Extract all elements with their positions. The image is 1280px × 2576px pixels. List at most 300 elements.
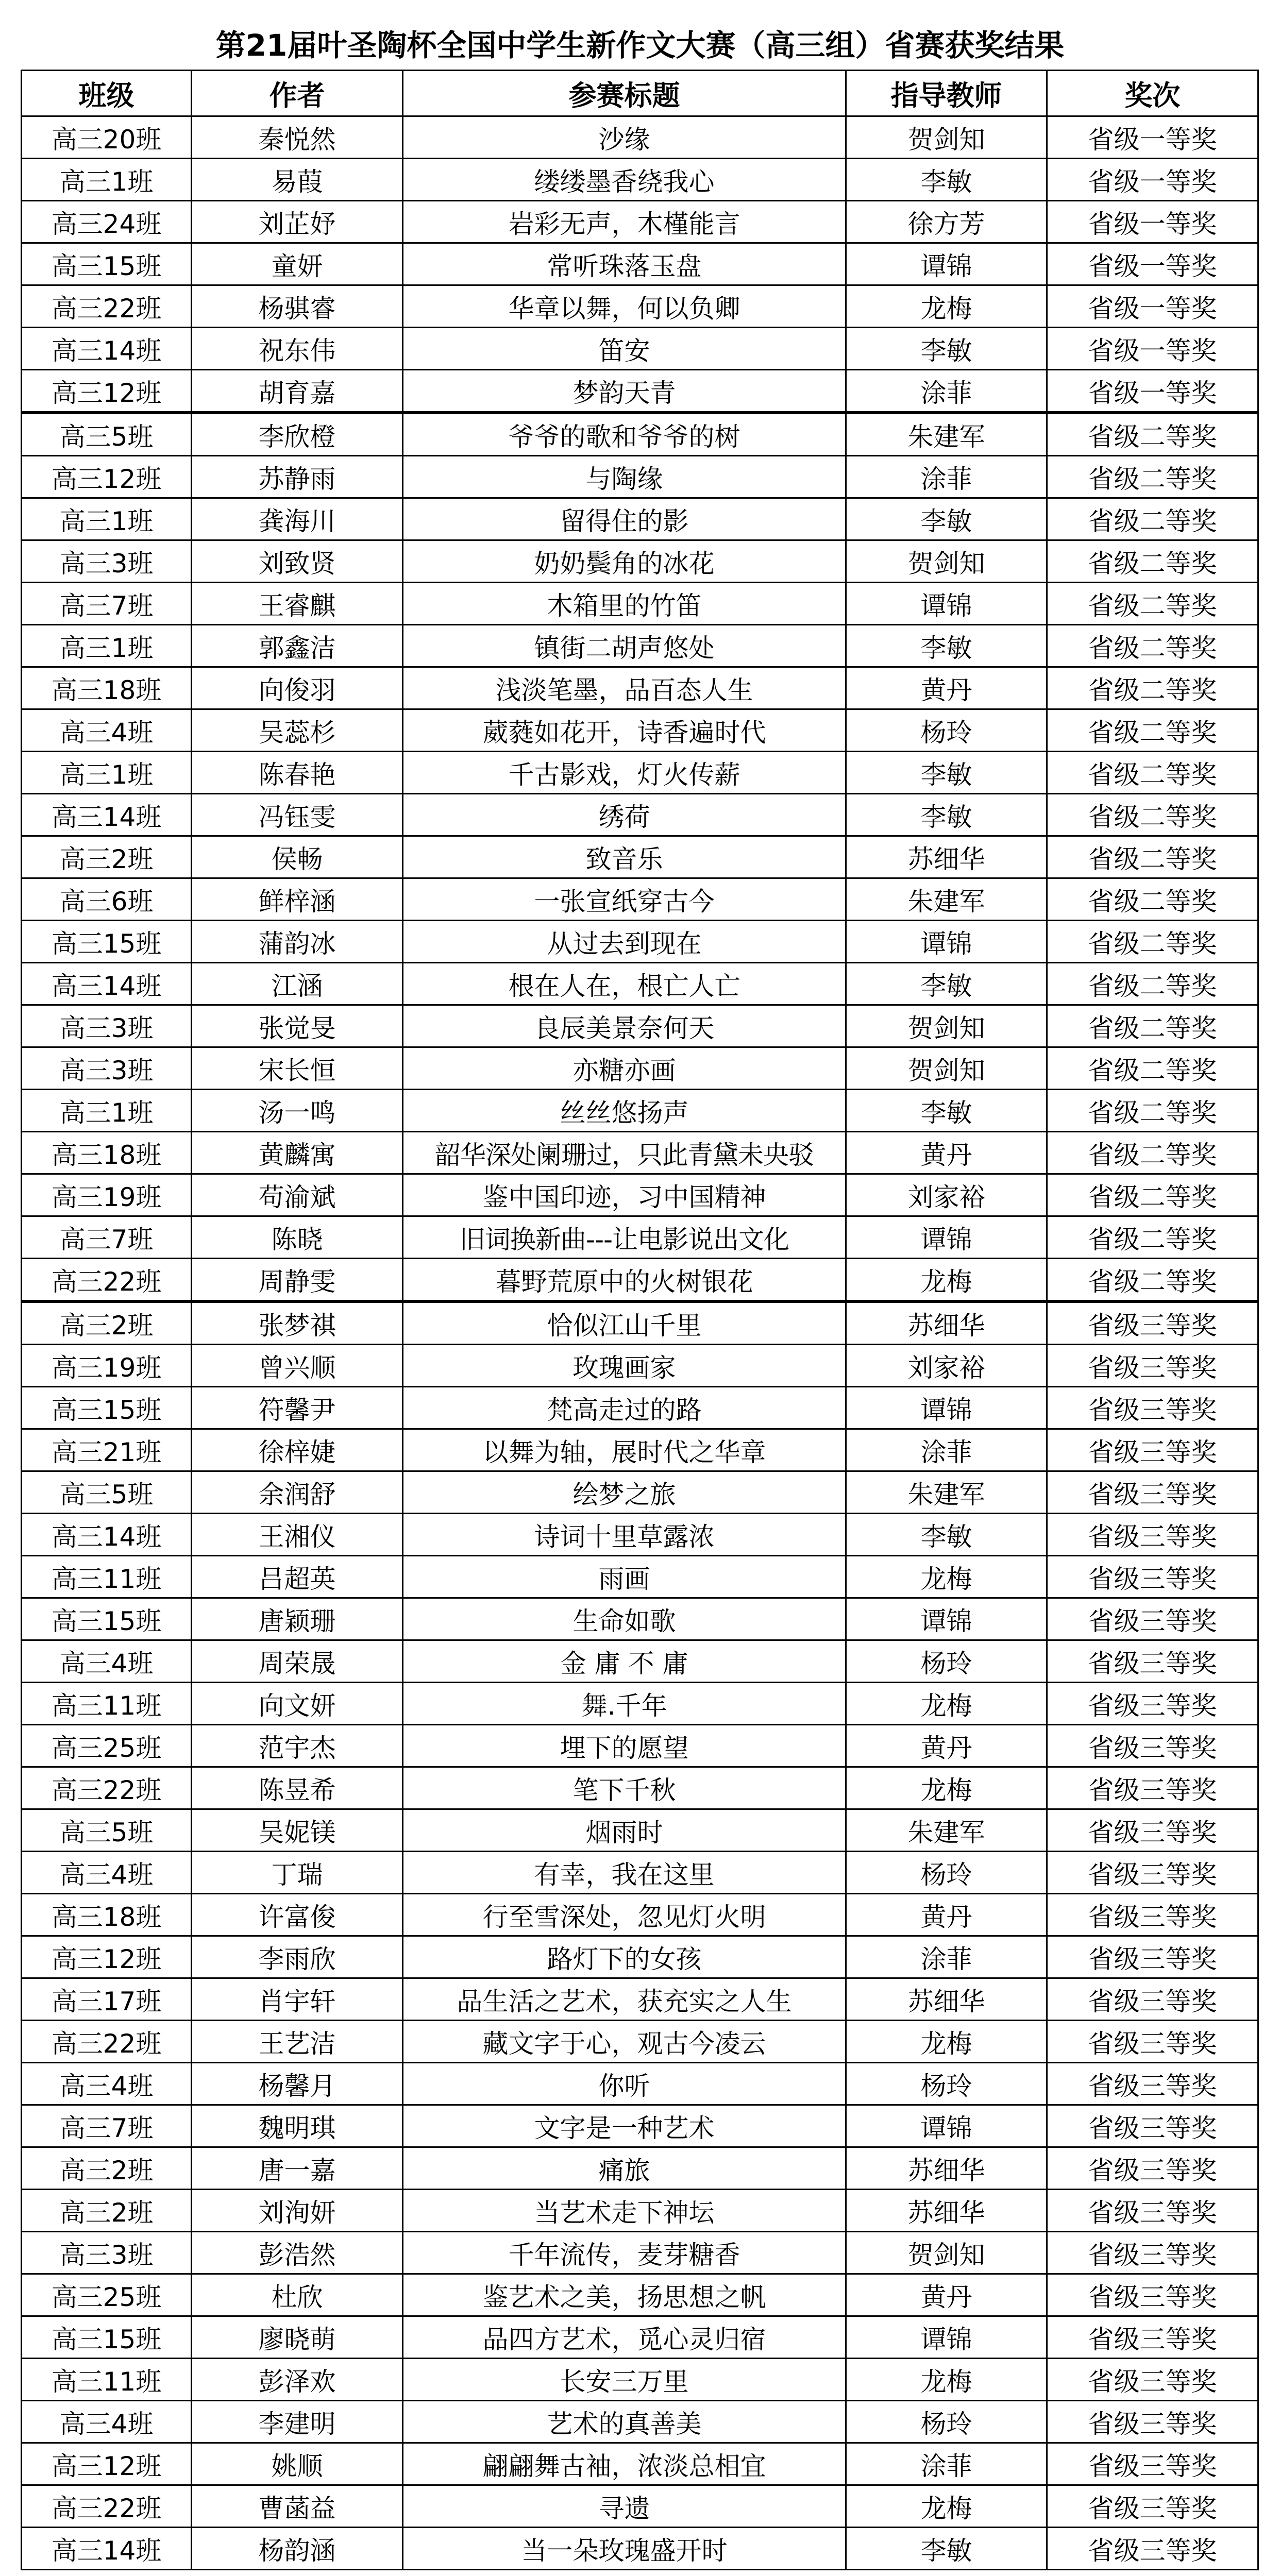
cell-award: 省级二等奖	[1047, 752, 1258, 794]
cell-class: 高三14班	[22, 328, 192, 370]
cell-class: 高三3班	[22, 1005, 192, 1047]
cell-award: 省级二等奖	[1047, 1132, 1258, 1174]
cell-title: 爷爷的歌和爷爷的树	[403, 413, 846, 456]
cell-award: 省级三等奖	[1047, 2063, 1258, 2105]
cell-title: 韶华深处阑珊过，只此青黛未央驳	[403, 1132, 846, 1174]
cell-author: 李欣橙	[192, 413, 403, 456]
cell-class: 高三5班	[22, 413, 192, 456]
cell-author: 黄麟寓	[192, 1132, 403, 1174]
cell-title: 沙缘	[403, 116, 846, 159]
cell-teacher: 刘家裕	[846, 1174, 1047, 1216]
cell-title: 亦糖亦画	[403, 1047, 846, 1090]
cell-teacher: 朱建军	[846, 1809, 1047, 1852]
cell-award: 省级三等奖	[1047, 1640, 1258, 1683]
cell-title: 暮野荒原中的火树银花	[403, 1259, 846, 1302]
cell-author: 陈晓	[192, 1216, 403, 1259]
table-row	[22, 2105, 1258, 2147]
table-row	[22, 1047, 1258, 1090]
cell-title: 路灯下的女孩	[403, 1936, 846, 1978]
cell-author: 杨韵涵	[192, 2528, 403, 2570]
cell-author: 宋长恒	[192, 1047, 403, 1090]
table-row	[22, 1345, 1258, 1387]
cell-author: 吴妮镁	[192, 1809, 403, 1852]
cell-title: 品四方艺术，觅心灵归宿	[403, 2316, 846, 2359]
cell-author: 陈昱希	[192, 1767, 403, 1809]
cell-teacher: 杨玲	[846, 2063, 1047, 2105]
cell-class: 高三6班	[22, 878, 192, 921]
table-row	[22, 201, 1258, 243]
cell-teacher: 龙梅	[846, 2485, 1047, 2528]
cell-award: 省级一等奖	[1047, 159, 1258, 201]
cell-teacher: 朱建军	[846, 413, 1047, 456]
cell-author: 向文妍	[192, 1683, 403, 1725]
cell-class: 高三15班	[22, 2316, 192, 2359]
cell-author: 王艺洁	[192, 2021, 403, 2063]
cell-class: 高三4班	[22, 1852, 192, 1894]
table-row	[22, 1852, 1258, 1894]
cell-award: 省级三等奖	[1047, 2190, 1258, 2232]
cell-author: 郭鑫洁	[192, 625, 403, 667]
cell-class: 高三17班	[22, 1978, 192, 2021]
cell-author: 曹菡益	[192, 2485, 403, 2528]
cell-title: 梵高走过的路	[403, 1387, 846, 1429]
table-row	[22, 1387, 1258, 1429]
cell-class: 高三22班	[22, 285, 192, 328]
cell-teacher: 涂菲	[846, 1936, 1047, 1978]
cell-author: 龚海川	[192, 498, 403, 540]
cell-author: 徐梓婕	[192, 1429, 403, 1471]
cell-title: 寻遗	[403, 2485, 846, 2528]
table-row	[22, 413, 1258, 456]
cell-class: 高三4班	[22, 709, 192, 752]
cell-teacher: 杨玲	[846, 1852, 1047, 1894]
cell-teacher: 徐方芳	[846, 201, 1047, 243]
table-row	[22, 1514, 1258, 1556]
cell-award: 省级三等奖	[1047, 1387, 1258, 1429]
cell-author: 祝东伟	[192, 328, 403, 370]
cell-author: 童妍	[192, 243, 403, 285]
cell-award: 省级三等奖	[1047, 1683, 1258, 1725]
table-row	[22, 2063, 1258, 2105]
cell-award: 省级一等奖	[1047, 328, 1258, 370]
cell-award: 省级三等奖	[1047, 2443, 1258, 2485]
cell-teacher: 李敏	[846, 625, 1047, 667]
cell-award: 省级二等奖	[1047, 1090, 1258, 1132]
table-row	[22, 1005, 1258, 1047]
table-row	[22, 1725, 1258, 1767]
cell-teacher: 李敏	[846, 1514, 1047, 1556]
cell-teacher: 贺剑知	[846, 540, 1047, 583]
cell-award: 省级三等奖	[1047, 1725, 1258, 1767]
cell-title: 华章以舞，何以负卿	[403, 285, 846, 328]
cell-author: 彭浩然	[192, 2232, 403, 2274]
cell-teacher: 李敏	[846, 752, 1047, 794]
cell-author: 秦悦然	[192, 116, 403, 159]
cell-class: 高三25班	[22, 2274, 192, 2316]
table-row	[22, 1301, 1258, 1345]
cell-award: 省级三等奖	[1047, 2232, 1258, 2274]
cell-author: 杨馨月	[192, 2063, 403, 2105]
cell-author: 丁瑞	[192, 1852, 403, 1894]
cell-title: 舞.千年	[403, 1683, 846, 1725]
cell-title: 常听珠落玉盘	[403, 243, 846, 285]
cell-title: 以舞为轴，展时代之华章	[403, 1429, 846, 1471]
cell-author: 张梦祺	[192, 1301, 403, 1345]
column-header-class: 班级	[22, 71, 192, 116]
table-row	[22, 1640, 1258, 1683]
cell-award: 省级一等奖	[1047, 370, 1258, 413]
cell-class: 高三14班	[22, 1514, 192, 1556]
cell-author: 吴蕊杉	[192, 709, 403, 752]
cell-teacher: 李敏	[846, 1090, 1047, 1132]
table-row	[22, 667, 1258, 709]
cell-title: 玫瑰画家	[403, 1345, 846, 1387]
cell-award: 省级二等奖	[1047, 963, 1258, 1005]
cell-award: 省级三等奖	[1047, 2359, 1258, 2401]
cell-teacher: 龙梅	[846, 1683, 1047, 1725]
cell-teacher: 谭锦	[846, 1387, 1047, 1429]
cell-author: 肖宇轩	[192, 1978, 403, 2021]
cell-teacher: 贺剑知	[846, 2232, 1047, 2274]
cell-title: 鉴艺术之美，扬思想之帆	[403, 2274, 846, 2316]
table-row	[22, 2232, 1258, 2274]
cell-class: 高三20班	[22, 116, 192, 159]
cell-award: 省级二等奖	[1047, 583, 1258, 625]
cell-teacher: 龙梅	[846, 2021, 1047, 2063]
cell-author: 杨骐睿	[192, 285, 403, 328]
table-row	[22, 963, 1258, 1005]
cell-class: 高三11班	[22, 1683, 192, 1725]
cell-title: 有幸，我在这里	[403, 1852, 846, 1894]
cell-class: 高三21班	[22, 1429, 192, 1471]
cell-title: 与陶缘	[403, 456, 846, 498]
table-row	[22, 1259, 1258, 1302]
cell-teacher: 龙梅	[846, 1767, 1047, 1809]
cell-title: 当一朵玫瑰盛开时	[403, 2528, 846, 2570]
cell-title: 翩翩舞古袖，浓淡总相宜	[403, 2443, 846, 2485]
cell-award: 省级一等奖	[1047, 285, 1258, 328]
cell-teacher: 涂菲	[846, 2443, 1047, 2485]
cell-class: 高三4班	[22, 2401, 192, 2443]
cell-author: 汤一鸣	[192, 1090, 403, 1132]
cell-title: 浅淡笔墨，品百态人生	[403, 667, 846, 709]
table-row	[22, 1132, 1258, 1174]
cell-title: 当艺术走下神坛	[403, 2190, 846, 2232]
table-row	[22, 1683, 1258, 1725]
table-row	[22, 2021, 1258, 2063]
cell-author: 王睿麒	[192, 583, 403, 625]
table-row	[22, 1216, 1258, 1259]
cell-class: 高三18班	[22, 667, 192, 709]
cell-teacher: 李敏	[846, 328, 1047, 370]
cell-author: 刘致贤	[192, 540, 403, 583]
cell-teacher: 杨玲	[846, 2401, 1047, 2443]
cell-title: 葳蕤如花开，诗香遍时代	[403, 709, 846, 752]
table-row	[22, 2401, 1258, 2443]
cell-author: 姚顺	[192, 2443, 403, 2485]
cell-author: 王湘仪	[192, 1514, 403, 1556]
cell-teacher: 李敏	[846, 2528, 1047, 2570]
cell-award: 省级二等奖	[1047, 794, 1258, 836]
cell-class: 高三5班	[22, 1471, 192, 1514]
cell-title: 金 庸 不 庸	[403, 1640, 846, 1683]
cell-teacher: 黄丹	[846, 1725, 1047, 1767]
cell-class: 高三19班	[22, 1345, 192, 1387]
cell-title: 良辰美景奈何天	[403, 1005, 846, 1047]
cell-teacher: 黄丹	[846, 1132, 1047, 1174]
cell-title: 根在人在，根亡人亡	[403, 963, 846, 1005]
cell-teacher: 谭锦	[846, 1216, 1047, 1259]
cell-award: 省级二等奖	[1047, 1005, 1258, 1047]
cell-title: 丝丝悠扬声	[403, 1090, 846, 1132]
cell-award: 省级二等奖	[1047, 1174, 1258, 1216]
cell-teacher: 黄丹	[846, 2274, 1047, 2316]
cell-award: 省级三等奖	[1047, 2401, 1258, 2443]
cell-title: 致音乐	[403, 836, 846, 878]
cell-award: 省级二等奖	[1047, 878, 1258, 921]
cell-class: 高三18班	[22, 1894, 192, 1936]
cell-teacher: 杨玲	[846, 709, 1047, 752]
cell-class: 高三15班	[22, 243, 192, 285]
table-row	[22, 285, 1258, 328]
cell-author: 张觉旻	[192, 1005, 403, 1047]
cell-teacher: 苏细华	[846, 1301, 1047, 1345]
table-row	[22, 2274, 1258, 2316]
table-row	[22, 498, 1258, 540]
cell-class: 高三15班	[22, 1598, 192, 1640]
cell-title: 埋下的愿望	[403, 1725, 846, 1767]
cell-class: 高三7班	[22, 583, 192, 625]
table-row	[22, 1936, 1258, 1978]
table-row	[22, 370, 1258, 413]
cell-class: 高三18班	[22, 1132, 192, 1174]
cell-class: 高三3班	[22, 1047, 192, 1090]
awards-table-body	[22, 116, 1258, 2570]
cell-title: 诗词十里草露浓	[403, 1514, 846, 1556]
cell-award: 省级三等奖	[1047, 2485, 1258, 2528]
cell-class: 高三5班	[22, 1809, 192, 1852]
cell-title: 木箱里的竹笛	[403, 583, 846, 625]
cell-title: 你听	[403, 2063, 846, 2105]
cell-teacher: 谭锦	[846, 243, 1047, 285]
column-header-award: 奖次	[1047, 71, 1258, 116]
table-row	[22, 583, 1258, 625]
cell-author: 周荣晟	[192, 1640, 403, 1683]
cell-class: 高三4班	[22, 1640, 192, 1683]
cell-author: 范宇杰	[192, 1725, 403, 1767]
table-row	[22, 540, 1258, 583]
cell-author: 冯钰雯	[192, 794, 403, 836]
cell-teacher: 谭锦	[846, 1598, 1047, 1640]
cell-teacher: 谭锦	[846, 921, 1047, 963]
cell-class: 高三15班	[22, 1387, 192, 1429]
cell-award: 省级三等奖	[1047, 2316, 1258, 2359]
cell-award: 省级二等奖	[1047, 1259, 1258, 1302]
cell-title: 绣荷	[403, 794, 846, 836]
cell-author: 许富俊	[192, 1894, 403, 1936]
cell-teacher: 李敏	[846, 498, 1047, 540]
cell-title: 烟雨时	[403, 1809, 846, 1852]
cell-teacher: 贺剑知	[846, 1005, 1047, 1047]
cell-author: 侯畅	[192, 836, 403, 878]
cell-teacher: 黄丹	[846, 1894, 1047, 1936]
cell-title: 奶奶鬓角的冰花	[403, 540, 846, 583]
cell-author: 余润舒	[192, 1471, 403, 1514]
table-row	[22, 625, 1258, 667]
table-row	[22, 1174, 1258, 1216]
cell-class: 高三7班	[22, 1216, 192, 1259]
cell-author: 符馨尹	[192, 1387, 403, 1429]
cell-author: 李雨欣	[192, 1936, 403, 1978]
cell-award: 省级二等奖	[1047, 667, 1258, 709]
cell-author: 向俊羽	[192, 667, 403, 709]
table-row	[22, 1894, 1258, 1936]
cell-author: 杜欣	[192, 2274, 403, 2316]
cell-author: 廖晓萌	[192, 2316, 403, 2359]
cell-class: 高三3班	[22, 2232, 192, 2274]
cell-teacher: 贺剑知	[846, 116, 1047, 159]
cell-award: 省级三等奖	[1047, 1978, 1258, 2021]
cell-class: 高三1班	[22, 159, 192, 201]
cell-award: 省级三等奖	[1047, 2147, 1258, 2190]
cell-award: 省级三等奖	[1047, 1809, 1258, 1852]
cell-title: 留得住的影	[403, 498, 846, 540]
cell-teacher: 谭锦	[846, 2105, 1047, 2147]
table-row	[22, 2147, 1258, 2190]
cell-title: 梦韵天青	[403, 370, 846, 413]
cell-award: 省级三等奖	[1047, 2105, 1258, 2147]
column-header-entry-title: 参赛标题	[403, 71, 846, 116]
cell-award: 省级三等奖	[1047, 1429, 1258, 1471]
cell-title: 镇街二胡声悠处	[403, 625, 846, 667]
cell-title: 鉴中国印迹，习中国精神	[403, 1174, 846, 1216]
cell-teacher: 李敏	[846, 963, 1047, 1005]
table-row	[22, 2316, 1258, 2359]
cell-title: 恰似江山千里	[403, 1301, 846, 1345]
cell-author: 曾兴顺	[192, 1345, 403, 1387]
cell-award: 省级三等奖	[1047, 2274, 1258, 2316]
cell-award: 省级三等奖	[1047, 1852, 1258, 1894]
cell-author: 江涵	[192, 963, 403, 1005]
cell-class: 高三14班	[22, 963, 192, 1005]
cell-title: 一张宣纸穿古今	[403, 878, 846, 921]
cell-award: 省级二等奖	[1047, 709, 1258, 752]
cell-class: 高三14班	[22, 2528, 192, 2570]
table-row	[22, 794, 1258, 836]
cell-award: 省级一等奖	[1047, 243, 1258, 285]
cell-class: 高三1班	[22, 625, 192, 667]
cell-award: 省级三等奖	[1047, 2528, 1258, 2570]
cell-author: 刘洵妍	[192, 2190, 403, 2232]
cell-award: 省级三等奖	[1047, 1767, 1258, 1809]
cell-title: 岩彩无声，木槿能言	[403, 201, 846, 243]
table-row	[22, 1767, 1258, 1809]
cell-author: 陈春艳	[192, 752, 403, 794]
cell-teacher: 苏细华	[846, 1978, 1047, 2021]
cell-teacher: 贺剑知	[846, 1047, 1047, 1090]
table-row	[22, 2190, 1258, 2232]
cell-title: 千古影戏，灯火传薪	[403, 752, 846, 794]
cell-class: 高三11班	[22, 2359, 192, 2401]
cell-author: 周静雯	[192, 1259, 403, 1302]
cell-award: 省级三等奖	[1047, 1471, 1258, 1514]
cell-class: 高三11班	[22, 1556, 192, 1598]
table-row	[22, 921, 1258, 963]
cell-teacher: 苏细华	[846, 2147, 1047, 2190]
cell-class: 高三1班	[22, 752, 192, 794]
cell-class: 高三15班	[22, 921, 192, 963]
cell-class: 高三2班	[22, 2147, 192, 2190]
cell-award: 省级二等奖	[1047, 1216, 1258, 1259]
cell-class: 高三12班	[22, 1936, 192, 1978]
cell-class: 高三7班	[22, 2105, 192, 2147]
cell-title: 缕缕墨香绕我心	[403, 159, 846, 201]
column-header-author: 作者	[192, 71, 403, 116]
table-row	[22, 456, 1258, 498]
cell-author: 胡育嘉	[192, 370, 403, 413]
cell-title: 雨画	[403, 1556, 846, 1598]
table-row	[22, 1978, 1258, 2021]
cell-class: 高三22班	[22, 1767, 192, 1809]
cell-class: 高三22班	[22, 2021, 192, 2063]
cell-title: 行至雪深处，忽见灯火明	[403, 1894, 846, 1936]
cell-author: 易葭	[192, 159, 403, 201]
cell-class: 高三22班	[22, 2485, 192, 2528]
cell-award: 省级二等奖	[1047, 498, 1258, 540]
cell-award: 省级三等奖	[1047, 1514, 1258, 1556]
cell-class: 高三19班	[22, 1174, 192, 1216]
cell-title: 痛旅	[403, 2147, 846, 2190]
cell-teacher: 李敏	[846, 794, 1047, 836]
table-row	[22, 836, 1258, 878]
cell-title: 千年流传，麦芽糖香	[403, 2232, 846, 2274]
table-row	[22, 116, 1258, 159]
awards-table	[21, 70, 1259, 2570]
cell-author: 彭泽欢	[192, 2359, 403, 2401]
cell-class: 高三24班	[22, 201, 192, 243]
cell-class: 高三25班	[22, 1725, 192, 1767]
cell-teacher: 黄丹	[846, 667, 1047, 709]
cell-author: 苟渝斌	[192, 1174, 403, 1216]
cell-title: 从过去到现在	[403, 921, 846, 963]
cell-award: 省级二等奖	[1047, 921, 1258, 963]
document-title: 第21届叶圣陶杯全国中学生新作文大赛（高三组）省赛获奖结果	[215, 28, 1065, 63]
cell-author: 李建明	[192, 2401, 403, 2443]
cell-title: 旧词换新曲---让电影说出文化	[403, 1216, 846, 1259]
cell-award: 省级一等奖	[1047, 116, 1258, 159]
table-row	[22, 328, 1258, 370]
cell-award: 省级二等奖	[1047, 456, 1258, 498]
column-header-teacher: 指导教师	[846, 71, 1047, 116]
cell-title: 长安三万里	[403, 2359, 846, 2401]
cell-class: 高三22班	[22, 1259, 192, 1302]
table-row	[22, 1090, 1258, 1132]
cell-award: 省级二等奖	[1047, 625, 1258, 667]
cell-title: 品生活之艺术，获充实之人生	[403, 1978, 846, 2021]
cell-teacher: 涂菲	[846, 1429, 1047, 1471]
cell-teacher: 龙梅	[846, 1556, 1047, 1598]
cell-award: 省级一等奖	[1047, 201, 1258, 243]
cell-title: 笔下千秋	[403, 1767, 846, 1809]
table-row	[22, 2443, 1258, 2485]
cell-author: 苏静雨	[192, 456, 403, 498]
cell-title: 笛安	[403, 328, 846, 370]
table-row	[22, 1598, 1258, 1640]
cell-award: 省级三等奖	[1047, 1936, 1258, 1978]
cell-author: 刘芷妤	[192, 201, 403, 243]
cell-award: 省级三等奖	[1047, 1598, 1258, 1640]
cell-class: 高三1班	[22, 1090, 192, 1132]
